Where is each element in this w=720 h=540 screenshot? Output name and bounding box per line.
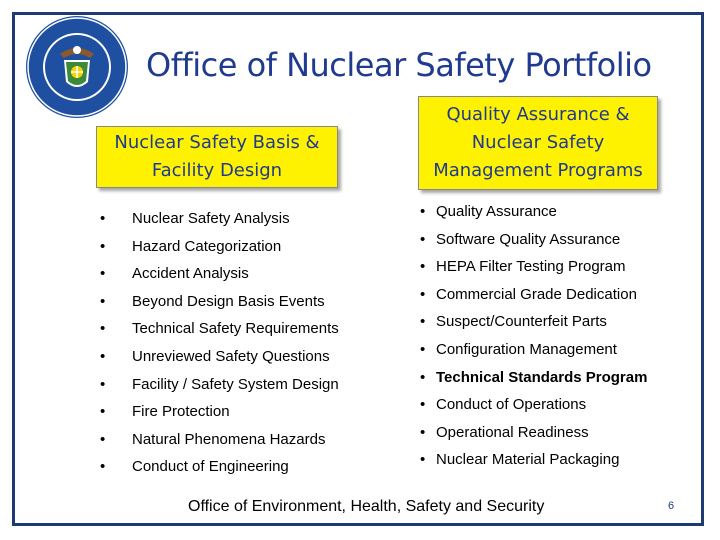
slide-footer: Office of Environment, Health, Safety and Security [188,498,545,515]
left-heading-line1: Nuclear Safety Basis & [114,132,320,153]
right-heading-box [418,96,658,190]
page-number: 6 [668,500,675,512]
right-heading-line1: Quality Assurance & [446,104,630,125]
slide-title: Office of Nuclear Safety Portfolio [146,46,652,84]
left-heading-box [96,126,338,188]
doe-seal-logo [24,14,130,120]
left-heading-line2: Facility Design [151,160,283,181]
right-heading-line2: Nuclear Safety [471,132,605,153]
right-heading-line3: Management Programs [433,160,643,181]
